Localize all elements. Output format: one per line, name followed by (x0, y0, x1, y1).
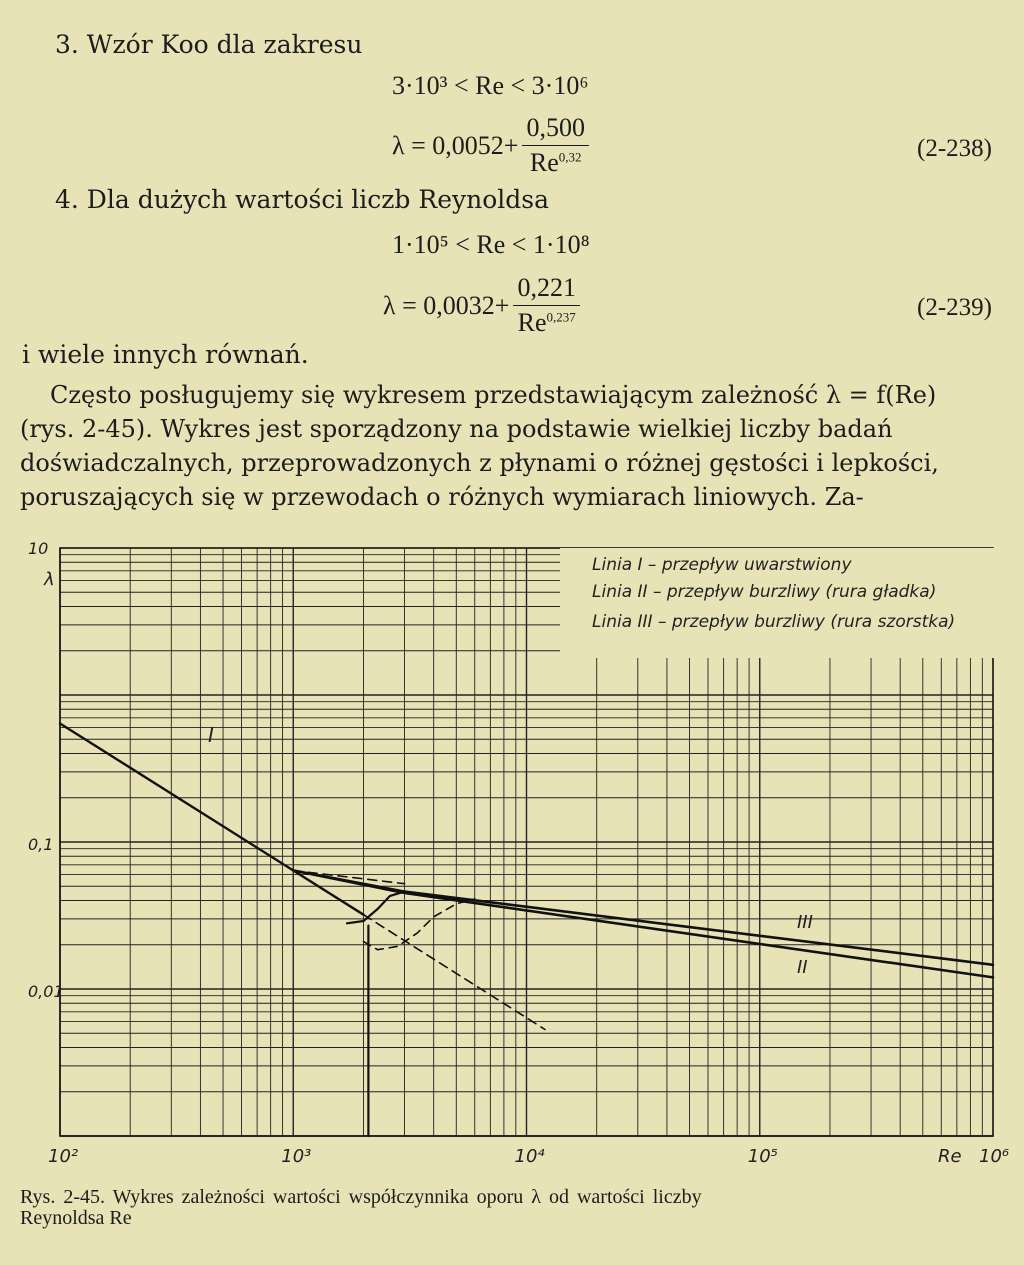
x-tick-label: 10⁵ (747, 1146, 778, 1167)
paragraph-line: poruszających się w przewodach o różnych wymiarach liniowych. Za- (20, 483, 864, 511)
item4-eq-numerator: 0,221 (513, 273, 580, 306)
x-tick-label: 10³ (281, 1146, 312, 1167)
paragraph-line: doświadczalnych, przeprowadzonych z płynami o różnej gęstości i lepkości, (20, 449, 939, 477)
x-tick-label: 10² (48, 1146, 79, 1167)
legend-entry: Linia III – przepływ burzliwy (rura szorstka) (592, 612, 956, 632)
other-equations-line: i wiele innych równań. (22, 340, 309, 369)
y-axis-label: λ (44, 569, 55, 590)
lambda-re-chart (0, 530, 1024, 1180)
curve-label-I: I (208, 723, 214, 747)
item4-eq-den-exp: 0,237 (546, 309, 576, 325)
legend-entry: Linia II – przepływ burzliwy (rura gładka) (592, 582, 937, 602)
item4-eq-den-base: Re (517, 308, 547, 337)
item3-heading: 3. Wzór Koo dla zakresu (55, 30, 363, 59)
item3-eq-numerator: 0,500 (522, 113, 589, 146)
x-tick-label: 10⁶ (979, 1146, 1010, 1167)
item3-eq-fraction (522, 113, 589, 178)
paragraph-line: Często posługujemy się wykresem przedstawiającym zależność λ = f(Re) (50, 381, 937, 409)
item4-eq-left: λ = 0,0032+ (383, 290, 510, 320)
paragraph-line: (rys. 2-45). Wykres jest sporządzony na podstawie wielkiej liczby badań (20, 415, 893, 443)
item4-eq-fraction (513, 273, 580, 338)
item3-equation-number: (2-238) (917, 135, 992, 162)
curve-i-dashed (364, 915, 546, 1030)
legend-entry: Linia I – przepływ uwarstwiony (592, 555, 852, 575)
y-tick-label: 0,1 (28, 835, 54, 854)
item3-eq-left: λ = 0,0052+ (392, 130, 519, 160)
y-tick-label: 0,01 (28, 982, 64, 1001)
item3-eq-den-base: Re (529, 148, 559, 177)
body-paragraph (20, 378, 1006, 514)
x-axis-label: Re (938, 1146, 962, 1167)
curve-label-III: III (797, 912, 813, 933)
curve-label-II: II (797, 957, 808, 978)
item4-equation (383, 273, 584, 338)
curve-iii (293, 871, 993, 965)
item3-eq-denominator (522, 146, 589, 178)
y-tick-label: 10 (28, 539, 49, 558)
item4-range: 1·10⁵ < Re < 1·10⁸ (392, 230, 590, 259)
figure-caption-line2: Reynoldsa Re (20, 1207, 132, 1229)
item4-eq-denominator (513, 306, 580, 338)
item3-eq-den-exp: 0,32 (558, 149, 582, 165)
item3-equation (392, 113, 593, 178)
x-tick-label: 10⁴ (514, 1146, 545, 1167)
item4-heading: 4. Dla dużych wartości liczb Reynoldsa (55, 185, 550, 214)
figure-caption-line1: Rys. 2-45. Wykres zależności wartości współczynnika oporu λ od wartości liczby (20, 1186, 702, 1208)
item3-range: 3·10³ < Re < 3·10⁶ (392, 71, 589, 100)
item4-equation-number: (2-239) (917, 294, 992, 321)
